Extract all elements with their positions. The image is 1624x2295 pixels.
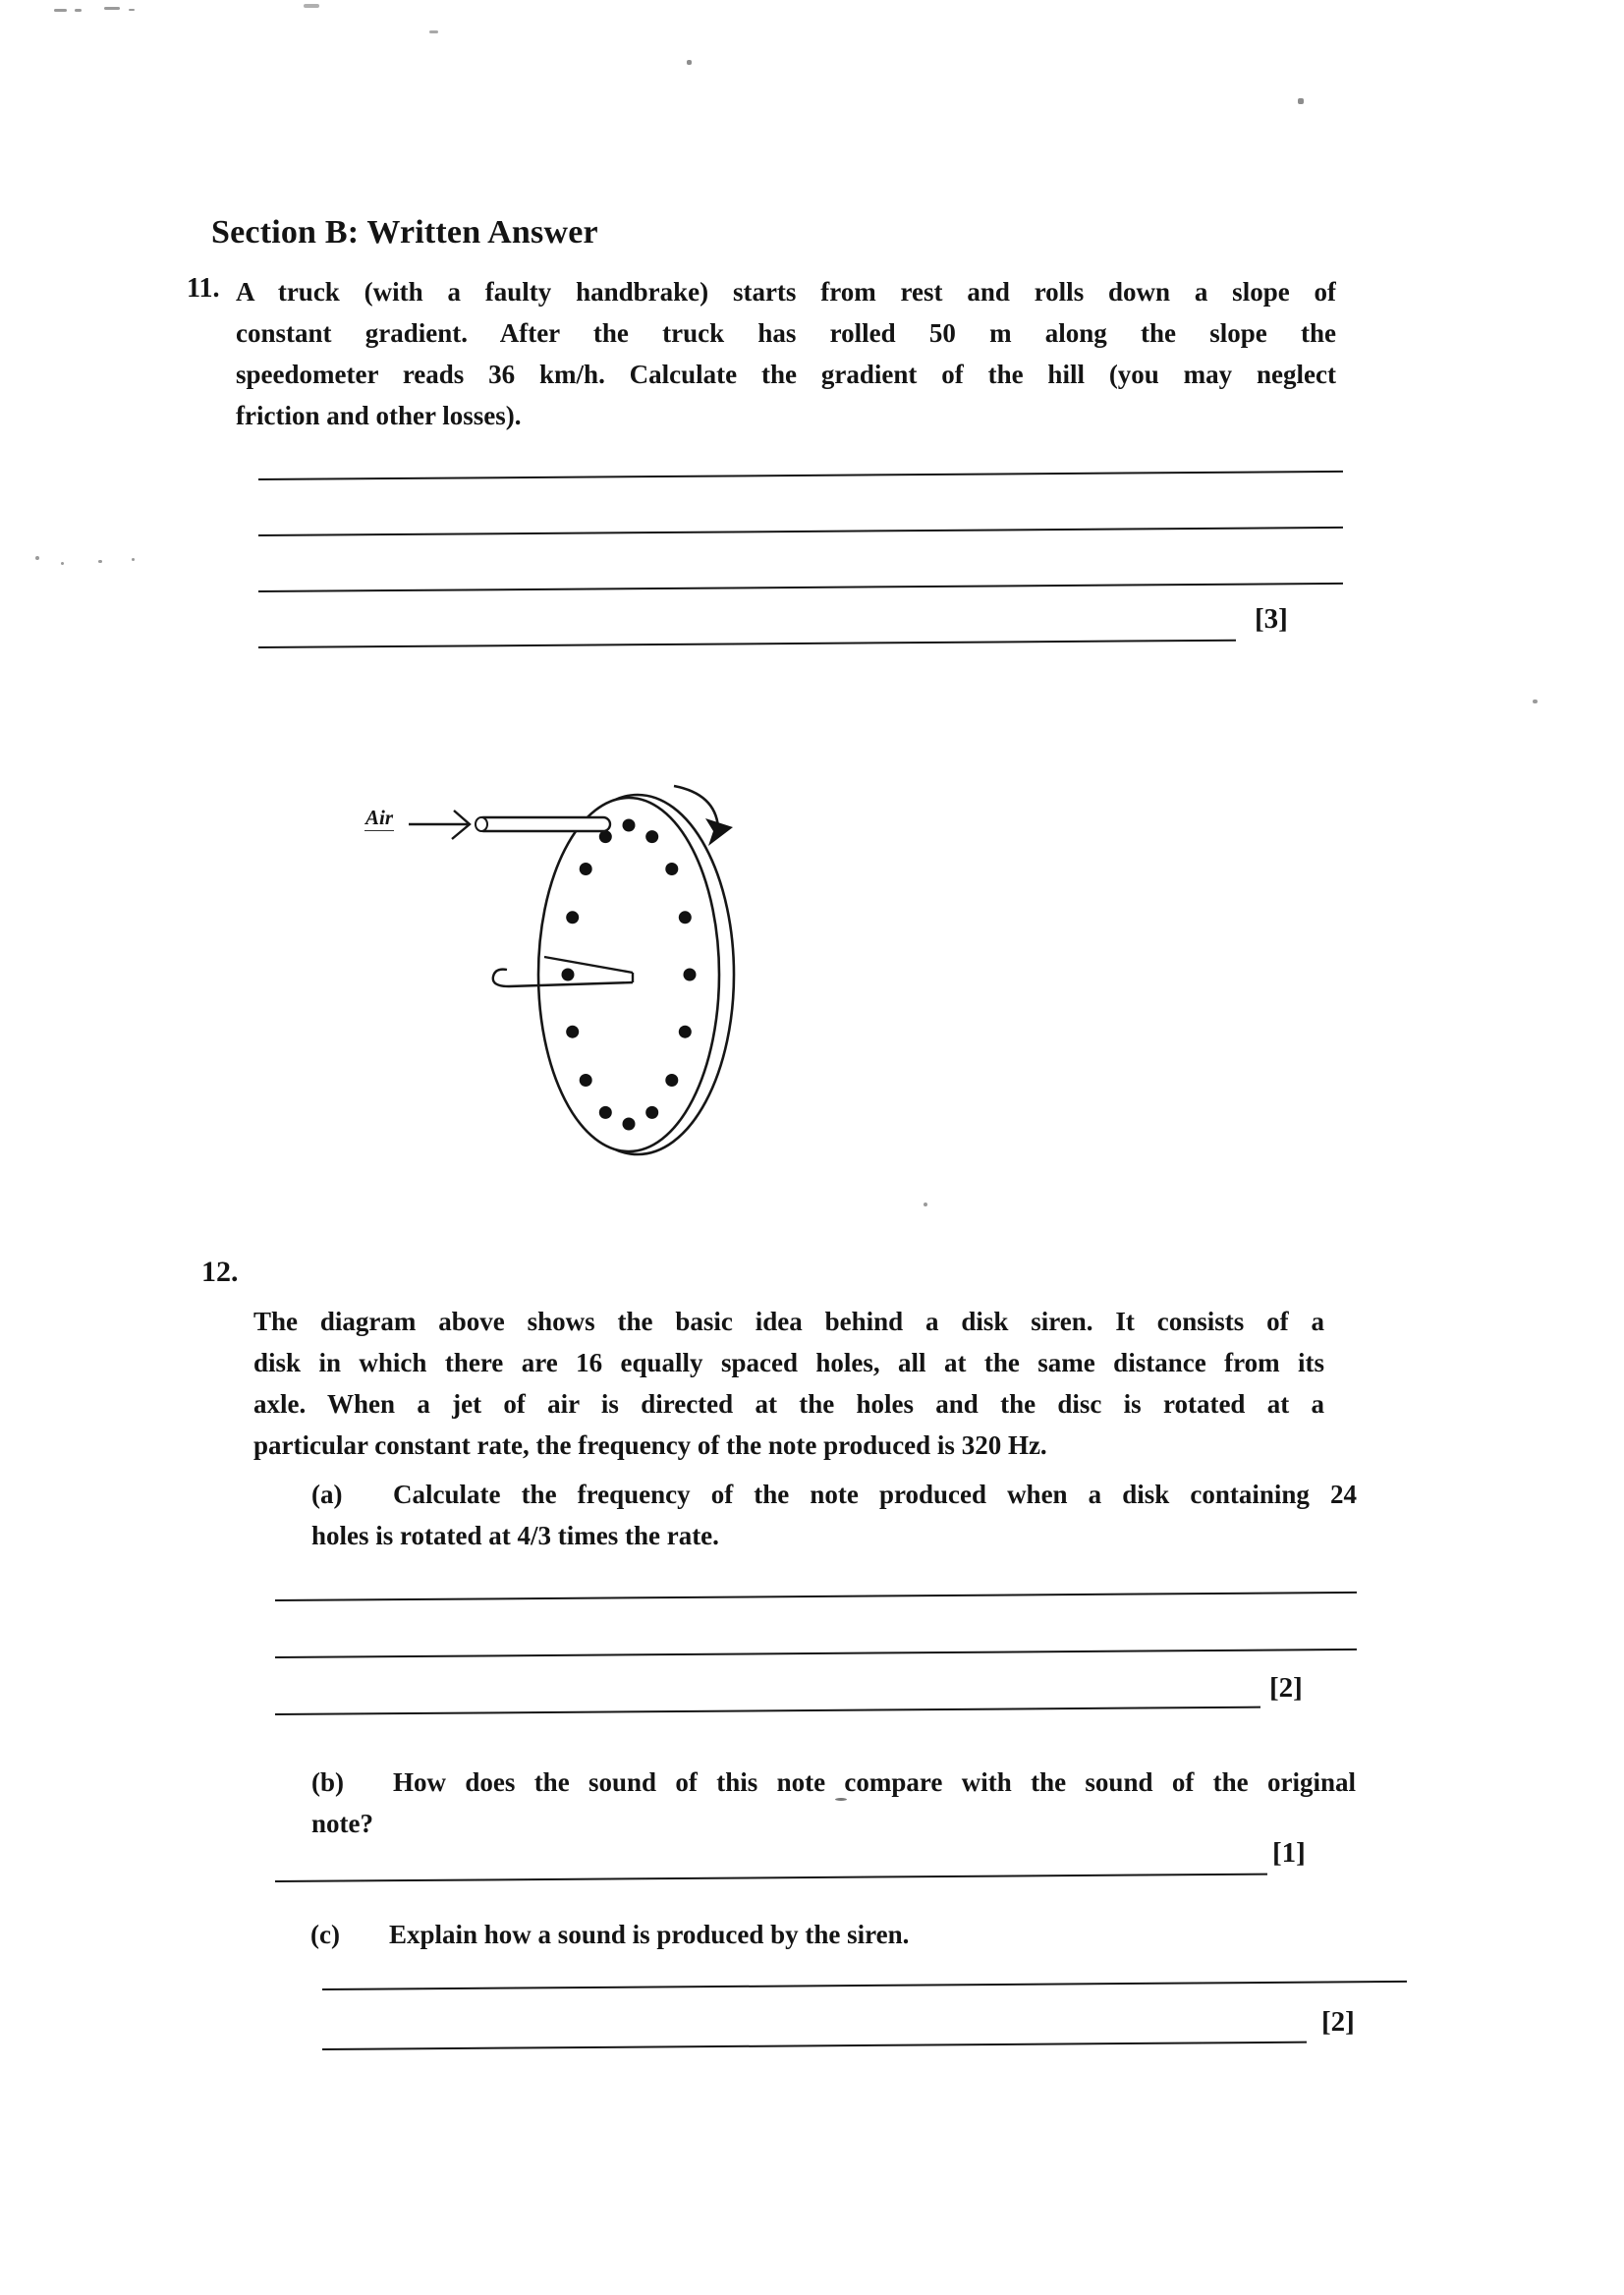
answer-line [322,2042,1307,2050]
siren-hole [566,1026,579,1038]
q11-marks-badge: [3] [1255,603,1288,635]
q12-text [253,1301,1324,1466]
siren-hole [684,969,697,981]
siren-hole [580,863,592,875]
siren-hole [580,1074,592,1087]
scan-artifact [129,9,135,11]
q11-text-line: constant gradient. After the truck has rolled 50 m along the slope the [236,318,1336,348]
part-a-line1: Calculate the frequency of the note produced when a disk containing 24 [393,1480,1357,1509]
siren-hole [665,1074,678,1087]
siren-hole [645,1106,658,1119]
siren-hole [566,911,579,924]
answer-line [322,1981,1407,1990]
part-a-line2: holes is rotated at 4/3 times the rate. [311,1521,719,1550]
siren-hole [623,1118,636,1131]
q12-text-line: disk in which there are 16 equally spaced holes, all at the same distance from its [253,1348,1324,1377]
answer-line [275,1649,1357,1658]
siren-hole [599,1106,612,1119]
part-c-text: Explain how a sound is produced by the siren. [389,1920,910,1949]
scan-artifact [1298,98,1304,104]
q11-number: 11. [187,273,220,304]
air-arrow-icon [409,811,470,839]
scan-artifact [61,562,64,565]
q12-text-line: axle. When a jet of air is directed at the holes and the disc is rotated at a [253,1389,1324,1419]
scan-artifact [1533,700,1538,703]
scan-artifact [924,1203,927,1206]
scan-artifact [35,556,39,560]
scan-artifact [304,4,319,8]
scan-artifact [75,9,82,12]
scan-artifact [98,560,102,563]
scan-artifact [687,60,692,65]
scan-artifact [429,30,438,33]
scan-artifact [54,9,67,12]
scan-artifact [132,558,135,561]
answer-line [275,1874,1267,1882]
siren-hole [562,969,575,981]
part-b-marks-badge: [1] [1272,1837,1306,1869]
answer-line [275,1592,1357,1601]
answer-line [258,527,1343,536]
part-a-marks-badge: [2] [1269,1672,1303,1704]
q12-number: 12. [201,1256,239,1288]
siren-hole [645,830,658,843]
answer-line [275,1707,1260,1715]
air-tube [476,817,610,831]
q11-text [236,271,1336,436]
part-c-marks-badge: [2] [1321,2006,1355,2038]
siren-hole [623,819,636,832]
air-label: Air [365,806,394,829]
part-c-label: (c) [310,1920,340,1949]
answer-line [258,471,1343,480]
siren-hole [679,1026,692,1038]
q12-text-line: The diagram above shows the basic idea behind a disk siren. It consists of a [253,1307,1324,1336]
siren-hole [665,863,678,875]
answer-line [258,640,1236,648]
part-b-label: (b) [311,1767,344,1797]
q11-text-line: speedometer reads 36 km/h. Calculate the gradient of the hill (you may neglect [236,360,1336,389]
q11-text-line: friction and other losses). [236,401,522,430]
part-b-line1: How does the sound of this note compare with the sound of the original [393,1767,1356,1797]
part-a-label: (a) [311,1480,343,1509]
scan-artifact [104,7,120,10]
q11-text-line: A truck (with a faulty handbrake) starts from rest and rolls down a slope of [236,277,1336,307]
section-heading: Section B: Written Answer [211,214,598,251]
q12-text-line: particular constant rate, the frequency of the note produced is 320 Hz. [253,1430,1047,1460]
answer-line [258,583,1343,592]
siren-hole [679,911,692,924]
part-b-line2: note? [311,1809,373,1838]
